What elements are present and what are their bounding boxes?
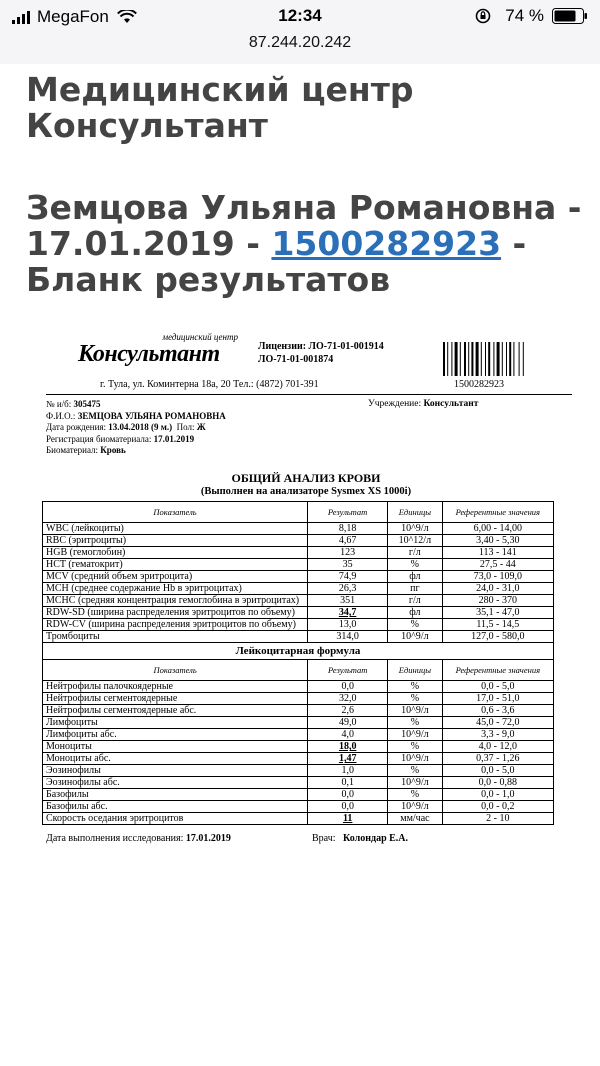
cell-reference: 0,0 - 1,0 xyxy=(442,789,553,801)
table-row xyxy=(43,765,554,777)
cell-unit: % xyxy=(388,619,443,631)
cell-parameter: Эозинофилы xyxy=(43,765,308,777)
cell-reference: 73,0 - 109,0 xyxy=(442,571,553,583)
table-row xyxy=(43,681,554,693)
cell-parameter: Нейтрофилы сегментоядерные абс. xyxy=(43,705,308,717)
cell-result: 0,0 xyxy=(308,681,388,693)
document-footer xyxy=(46,833,582,849)
table-row xyxy=(43,813,554,825)
cell-reference: 27,5 - 44 xyxy=(442,559,553,571)
cell-result: 18,0 xyxy=(308,741,388,753)
patient-name: Ф.И.О.: ЗЕМЦОВА УЛЬЯНА РОМАНОВНА xyxy=(46,410,226,421)
cell-parameter: Тромбоциты xyxy=(43,631,308,643)
carrier-name: MegaFon xyxy=(37,7,109,26)
table-row xyxy=(43,583,554,595)
cell-reference: 127,0 - 580,0 xyxy=(442,631,553,643)
cell-parameter: Моноциты xyxy=(43,741,308,753)
section-title: ОБЩИЙ АНАЛИЗ КРОВИ xyxy=(231,471,381,485)
cell-parameter: MCH (среднее содержание Hb в эритроцитах) xyxy=(43,583,308,595)
logo-caption: медицинский центр xyxy=(162,332,238,342)
header-reference: Референтные значения xyxy=(442,660,553,681)
table-row xyxy=(43,705,554,717)
cell-parameter: MCHC (средняя концентрация гемоглобина в эритроцитах) xyxy=(43,595,308,607)
cell-reference: 6,00 - 14,00 xyxy=(442,523,553,535)
cell-reference: 0,0 - 5,0 xyxy=(442,765,553,777)
cell-reference: 0,37 - 1,26 xyxy=(442,753,553,765)
cell-unit: г/л xyxy=(388,595,443,607)
rotation-lock-icon xyxy=(475,8,491,24)
status-right xyxy=(475,6,588,26)
cbc-table xyxy=(42,501,554,643)
battery-icon xyxy=(552,8,588,24)
cell-reference: 24,0 - 31,0 xyxy=(442,583,553,595)
table-row xyxy=(43,789,554,801)
title-prefix: Земцова Ульяна Романовна - 17.01.2019 - xyxy=(26,188,582,263)
cell-unit: 10^9/л xyxy=(388,729,443,741)
cell-parameter: Нейтрофилы сегментоядерные xyxy=(43,693,308,705)
cell-unit: 10^9/л xyxy=(388,753,443,765)
cell-parameter: RBC (эритроциты) xyxy=(43,535,308,547)
table-row xyxy=(43,523,554,535)
licenses xyxy=(258,340,384,366)
cell-unit: % xyxy=(388,559,443,571)
table-row xyxy=(43,547,554,559)
cell-result: 11 xyxy=(308,813,388,825)
cell-unit: 10^9/л xyxy=(388,631,443,643)
cell-parameter: MCV (средний объем эритроцита) xyxy=(43,571,308,583)
cell-unit: г/л xyxy=(388,547,443,559)
table-row xyxy=(43,753,554,765)
cell-result: 8,18 xyxy=(308,523,388,535)
cell-reference: 45,0 - 72,0 xyxy=(442,717,553,729)
header-result: Результат xyxy=(308,502,388,523)
cell-reference: 11,5 - 14,5 xyxy=(442,619,553,631)
cell-unit: % xyxy=(388,741,443,753)
cell-result: 1,0 xyxy=(308,765,388,777)
doctor: Врач: Колондар Е.А. xyxy=(312,833,409,844)
cell-result: 32,0 xyxy=(308,693,388,705)
cell-parameter: Лимфоциты xyxy=(43,717,308,729)
clock: 12:34 xyxy=(278,6,322,25)
header-result: Результат xyxy=(308,660,388,681)
cell-reference: 17,0 - 51,0 xyxy=(442,693,553,705)
document-header xyxy=(30,324,582,394)
table-row xyxy=(43,801,554,813)
table-row xyxy=(43,717,554,729)
cell-parameter: RDW-SD (ширина распределения эритроцитов по объему) xyxy=(43,607,308,619)
cell-result: 123 xyxy=(308,547,388,559)
order-number-link[interactable]: 1500282923 xyxy=(271,224,502,263)
license-2: ЛО-71-01-001874 xyxy=(258,354,334,365)
cell-unit: 10^12/л xyxy=(388,535,443,547)
cell-result: 35 xyxy=(308,559,388,571)
cell-parameter: Базофилы xyxy=(43,789,308,801)
page-heading: Медицинский центр Консультант xyxy=(26,70,414,145)
birth-date: Дата рождения: 13.04.2018 (9 м.) Пол: Ж xyxy=(46,422,206,432)
cell-result: 13,0 xyxy=(308,619,388,631)
cell-parameter: Нейтрофилы палочкоядерные xyxy=(43,681,308,693)
clinic-address: г. Тула, ул. Коминтерна 18а, 20 Тел.: (4872) 701-391 xyxy=(100,379,319,390)
logo-text: Консультант xyxy=(78,341,220,367)
biomaterial: Биоматериал: Кровь xyxy=(46,445,126,455)
results-document xyxy=(30,324,582,849)
table-row xyxy=(43,729,554,741)
cell-result: 49,0 xyxy=(308,717,388,729)
table-row xyxy=(43,535,554,547)
execution-date: Дата выполнения исследования: 17.01.2019 xyxy=(46,833,231,844)
table-row xyxy=(43,607,554,619)
cell-unit: % xyxy=(388,681,443,693)
cell-reference: 0,6 - 3,6 xyxy=(442,705,553,717)
cell-unit: 10^9/л xyxy=(388,801,443,813)
cell-unit: 10^9/л xyxy=(388,705,443,717)
cell-parameter: RDW-CV (ширина распределения эритроцитов по объему) xyxy=(43,619,308,631)
cell-unit: пг xyxy=(388,583,443,595)
cell-parameter: HCT (гематокрит) xyxy=(43,559,308,571)
table-row xyxy=(43,595,554,607)
header-units: Единицы xyxy=(388,502,443,523)
table-row xyxy=(43,777,554,789)
cell-reference: 0,0 - 5,0 xyxy=(442,681,553,693)
cell-reference: 2 - 10 xyxy=(442,813,553,825)
page-title xyxy=(26,190,586,298)
cell-parameter: Лимфоциты абс. xyxy=(43,729,308,741)
patient-info xyxy=(46,395,582,471)
header-reference: Референтные значения xyxy=(442,502,553,523)
table-row xyxy=(43,741,554,753)
cell-result: 351 xyxy=(308,595,388,607)
cell-unit: % xyxy=(388,789,443,801)
cell-result: 314,0 xyxy=(308,631,388,643)
leuko-table xyxy=(42,659,554,825)
status-bar xyxy=(0,0,600,64)
address-bar-url[interactable]: 87.244.20.242 xyxy=(248,34,352,51)
header-units: Единицы xyxy=(388,660,443,681)
table-header-row xyxy=(43,660,554,681)
table-row xyxy=(43,693,554,705)
leuko-section-title: Лейкоцитарная формула xyxy=(42,643,554,659)
cell-parameter: Моноциты абс. xyxy=(43,753,308,765)
cell-result: 34,7 xyxy=(308,607,388,619)
cell-reference: 35,1 - 47,0 xyxy=(442,607,553,619)
barcode-number: 1500282923 xyxy=(454,379,504,390)
cell-parameter: HGB (гемоглобин) xyxy=(43,547,308,559)
table-row xyxy=(43,619,554,631)
cell-reference: 4,0 - 12,0 xyxy=(442,741,553,753)
cell-result: 26,3 xyxy=(308,583,388,595)
header-parameter: Показатель xyxy=(43,502,308,523)
cell-result: 74,9 xyxy=(308,571,388,583)
cell-reference: 0,0 - 0,2 xyxy=(442,801,553,813)
institution: Учреждение: Консультант xyxy=(368,399,479,409)
cell-result: 1,47 xyxy=(308,753,388,765)
cell-reference: 113 - 141 xyxy=(442,547,553,559)
cell-parameter: Базофилы абс. xyxy=(43,801,308,813)
cell-unit: % xyxy=(388,765,443,777)
barcode-icon xyxy=(442,342,546,376)
cell-reference: 280 - 370 xyxy=(442,595,553,607)
table-row xyxy=(43,631,554,643)
cell-result: 0,0 xyxy=(308,801,388,813)
cell-reference: 3,3 - 9,0 xyxy=(442,729,553,741)
license-1: Лицензии: ЛО-71-01-001914 xyxy=(258,341,384,352)
cell-result: 0,1 xyxy=(308,777,388,789)
card-number: № и/б: 305475 xyxy=(46,399,101,409)
cell-unit: фл xyxy=(388,607,443,619)
cell-reference: 0,0 - 0,88 xyxy=(442,777,553,789)
cell-unit: фл xyxy=(388,571,443,583)
cell-unit: 10^9/л xyxy=(388,523,443,535)
cell-parameter: Эозинофилы абс. xyxy=(43,777,308,789)
cell-parameter: Скорость оседания эритроцитов xyxy=(43,813,308,825)
cell-unit: 10^9/л xyxy=(388,777,443,789)
cell-parameter: WBC (лейкоциты) xyxy=(43,523,308,535)
cell-result: 2,6 xyxy=(308,705,388,717)
cell-result: 0,0 xyxy=(308,789,388,801)
cell-unit: % xyxy=(388,717,443,729)
clinic-logo xyxy=(78,332,238,366)
registration-date: Регистрация биоматериала: 17.01.2019 xyxy=(46,433,195,444)
cell-result: 4,67 xyxy=(308,535,388,547)
section-subtitle: (Выполнен на анализаторе Sysmex XS 1000i) xyxy=(200,486,412,497)
cell-unit: % xyxy=(388,693,443,705)
header-parameter: Показатель xyxy=(43,660,308,681)
cell-unit: мм/час xyxy=(388,813,443,825)
battery-percent: 74 % xyxy=(505,6,544,25)
table-row xyxy=(43,571,554,583)
title-suffix: - Бланк результатов xyxy=(26,224,527,299)
table-header-row xyxy=(43,502,554,523)
table-row xyxy=(43,559,554,571)
cell-reference: 3,40 - 5,30 xyxy=(442,535,553,547)
cell-result: 4,0 xyxy=(308,729,388,741)
